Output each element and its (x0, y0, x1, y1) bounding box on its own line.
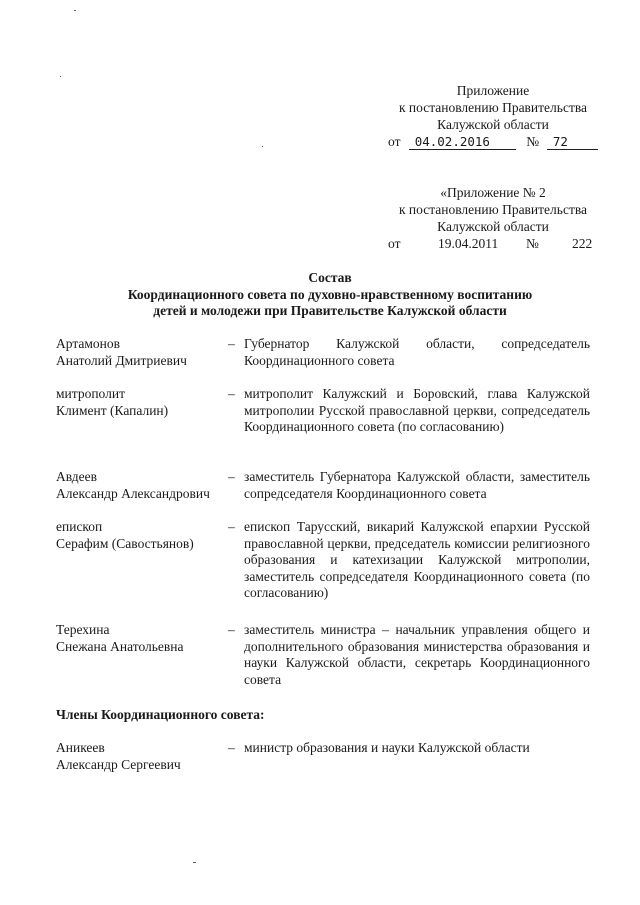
appendix-date: 04.02.2016 (409, 134, 517, 150)
person-surname: Авдеев (56, 469, 98, 484)
list-item (56, 622, 596, 688)
person-surname: Артамонов (56, 336, 121, 351)
appendix-number: 72 (547, 134, 598, 150)
dash: – (228, 519, 235, 534)
document-heading (60, 270, 600, 320)
dash: – (228, 740, 235, 755)
heading-line1: Состав (308, 270, 352, 285)
person-given-name: Александр Александрович (56, 485, 210, 501)
number-label: № (526, 134, 540, 149)
person-role: Губернатор Калужской области, сопредседатель Координационного совета (244, 336, 590, 368)
appendix2-reference (388, 235, 598, 252)
scan-speck (60, 76, 61, 77)
list-item (56, 519, 596, 602)
scan-speck (193, 862, 196, 863)
person-surname: Аникеев (56, 740, 105, 755)
person-given-name: Серафим (Савостьянов) (56, 535, 194, 551)
list-item (56, 740, 596, 773)
dash: – (228, 622, 235, 637)
from-label: от (388, 236, 401, 251)
person-role: митрополит Калужский и Боровский, глава Калужской митрополии Русской православной церкви, сопредседатель Координационного совета (по согласованию) (244, 386, 590, 434)
person-given-name: Климент (Капалин) (56, 402, 169, 418)
from-label: от (388, 134, 401, 149)
person-role: министр образования и науки Калужской области (244, 740, 530, 755)
list-item (56, 336, 596, 369)
person-given-name: Снежана Анатольевна (56, 638, 184, 654)
dash: – (228, 469, 235, 484)
appendix2-line2: к постановлению Правительства (398, 202, 588, 217)
scan-speck (74, 10, 76, 11)
appendix2-number: 222 (572, 236, 593, 251)
person-role: епископ Тарусский, викарий Калужской епархии Русской православной церкви, председатель комиссии религиозного образования и катехизации Калужской митрополии, заместитель сопредседателя Координационного совета (по согласованию) (244, 519, 590, 600)
dash: – (228, 336, 235, 351)
person-surname: Терехина (56, 622, 110, 637)
scan-speck (262, 146, 263, 147)
appendix2-date: 19.04.2011 (438, 236, 499, 251)
list-item (56, 469, 596, 502)
appendix-title: Приложение (456, 83, 530, 98)
appendix-line3: Калужской области (437, 117, 549, 132)
heading-line2: Координационного совета по духовно-нравственному воспитанию (127, 286, 533, 302)
appendix-line2: к постановлению Правительства (398, 100, 588, 115)
members-heading: Члены Координационного совета: (56, 707, 265, 722)
appendix2-block (388, 184, 598, 252)
appendix2-title: «Приложение № 2 (440, 185, 546, 200)
dash: – (228, 386, 235, 401)
heading-line3: детей и молодежи при Правительстве Калужской области (153, 303, 507, 318)
person-surname: митрополит (56, 386, 125, 401)
list-item (56, 386, 596, 436)
person-surname: епископ (56, 519, 103, 534)
person-given-name: Анатолий Дмитриевич (56, 352, 187, 368)
appendix-block (388, 82, 598, 150)
person-role: заместитель Губернатора Калужской области, заместитель сопредседателя Координационного совета (244, 469, 590, 501)
appendix2-line3: Калужской области (437, 219, 549, 234)
number-label: № (526, 236, 539, 251)
person-role: заместитель министра – начальник управления общего и дополнительного образования министерства образования и науки Калужской области, секретарь Координационного совета (244, 622, 590, 687)
appendix-reference (388, 133, 598, 150)
person-given-name: Александр Сергеевич (56, 756, 181, 772)
